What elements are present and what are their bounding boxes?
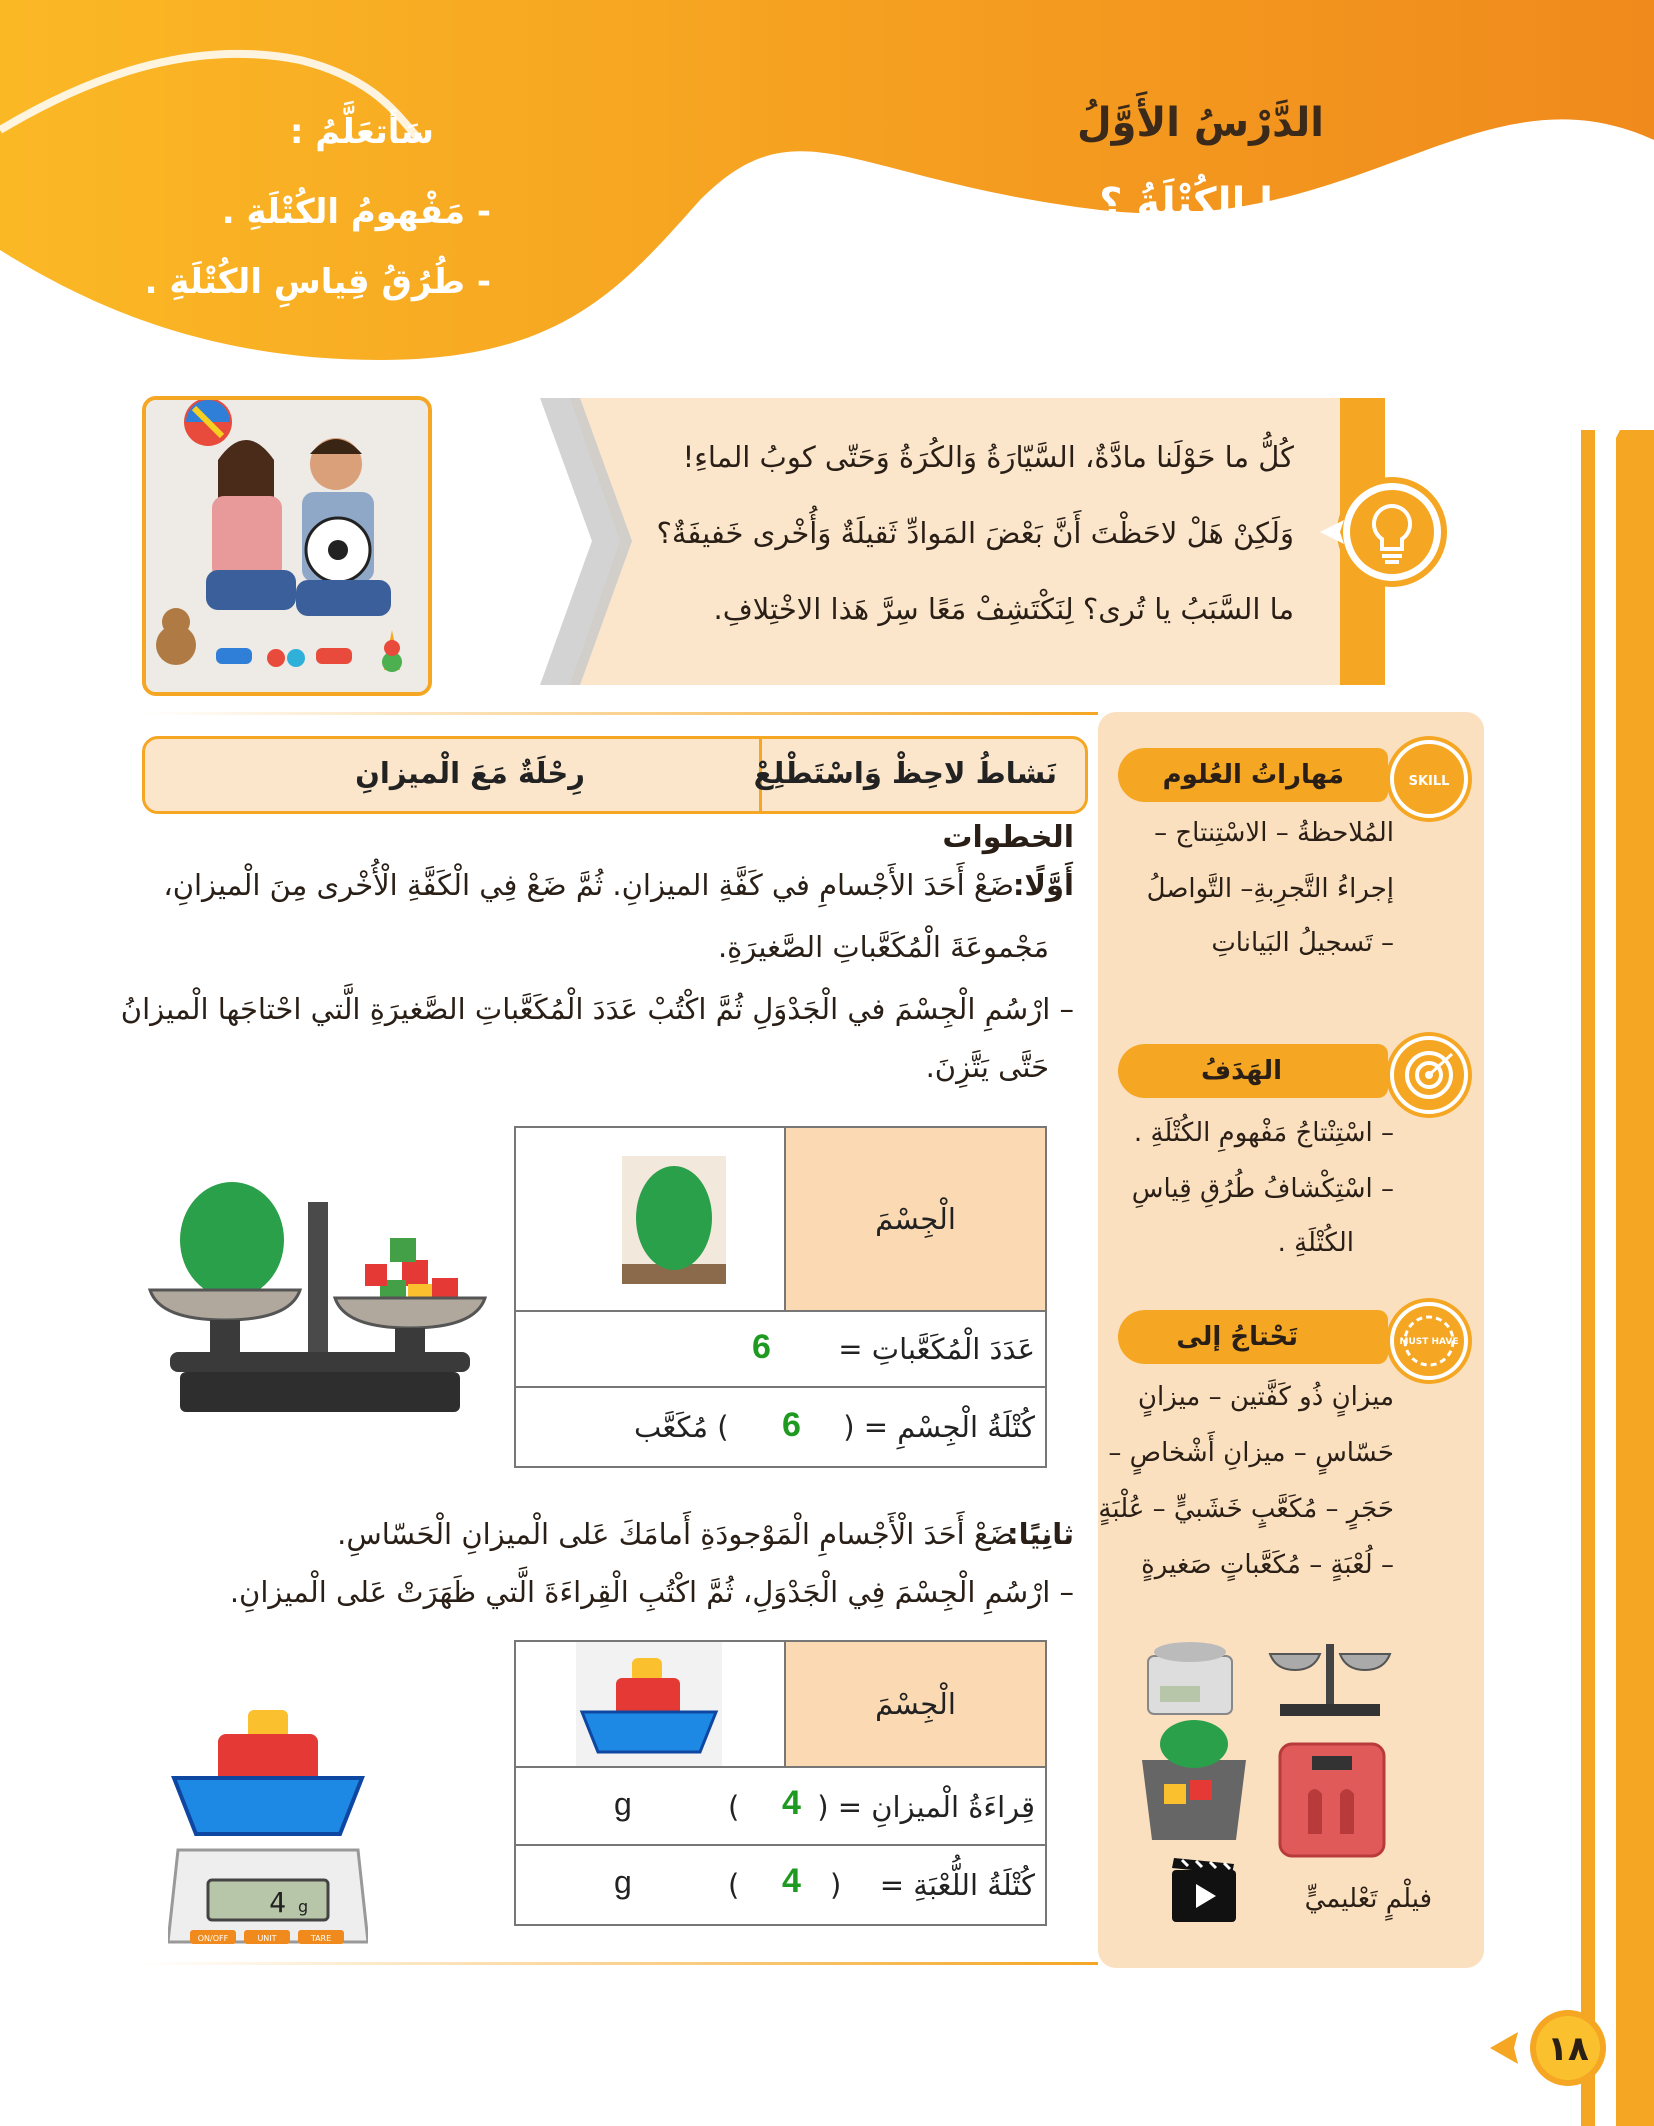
play-video-icon[interactable] [1170, 1856, 1238, 1924]
must-have-gear-icon [1390, 1302, 1468, 1380]
target-icon [1390, 1036, 1468, 1114]
mass-label: كُتْلَةُ الْجِسْمِ = ( [843, 1410, 1035, 1444]
step-second-text: ضَعْ أَحَدَ الْأَجْسامِ الْمَوْجودَةِ أَمامَكَ عَلى الْميزانِ الْحَسّاسِ. [337, 1517, 1014, 1551]
scale-button-label: ON/OFF [197, 1934, 229, 1943]
intro-line: وَلَكِنْ هَلْ لاحَظْتَ أَنَّ بَعْضَ المَوادِّ ثَقيلَةٌ وَأُخْرى خَفيفَةٌ؟ [656, 516, 1294, 550]
divider [142, 712, 1098, 715]
scale-display-unit: g [298, 1897, 309, 1916]
steps-heading: الخطوات [942, 820, 1074, 855]
needs-line: ميزانٍ ذُو كَفَّتين – ميزانٍ [1137, 1382, 1394, 1412]
needs-title: تَحْتاجُ إلى [1176, 1322, 1298, 1352]
toy-mass-row [515, 1845, 1046, 1925]
goal-line: – اسْتِكْشافُ طُرُقِ قِياسِ [1131, 1174, 1394, 1204]
equipment-images [1140, 1634, 1400, 1874]
goal-line: الكُتْلَةِ . [1277, 1228, 1354, 1258]
green-egg-image [622, 1156, 726, 1284]
skills-line: إجراءُ التَّجرِبةِ– التَّواصلُ [1146, 874, 1394, 904]
scale-button-label: UNIT [257, 1934, 277, 1943]
toy-mass-unit: g [614, 1864, 632, 1900]
needs-line: حَسّاسٍ – ميزانِ أَشْخاصٍ – [1108, 1438, 1394, 1468]
must-have-text: MUST HAVE [1399, 1337, 1459, 1347]
step-first-sub: – ارْسُمِ الْجِسْمَ في الْجَدْوَلِ ثُمَّ اكْتُبْ عَدَدَ الْمُكَعَّباتِ الصَّغيرَةِ الَّتي احْتاجَها الْميزانُ [120, 992, 1074, 1026]
learn-item: - مَفْهومُ الكُتْلَةِ . [221, 192, 491, 232]
step-first-sub: حَتَّى يَتَّزِنَ. [925, 1050, 1049, 1084]
scale-display-value: 4 [269, 1886, 286, 1919]
lightbulb-icon [1320, 470, 1450, 600]
lesson-title: ما الكُتْلَةُ ؟ [1099, 180, 1299, 226]
activity-type-label: نَشاطُ لاحِظْ وَاسْتَطْلِعْ [753, 756, 1057, 790]
step-first-label: أَوَّلًا: [1012, 868, 1074, 902]
page-number-badge [1490, 2008, 1608, 2088]
page-number: ١٨ [1547, 2029, 1589, 2069]
toy-boat-image [576, 1642, 722, 1766]
object-header-cell [785, 1127, 1046, 1311]
learn-item: - طُرُقُ قِياسِ الكُتْلَةِ . [144, 262, 491, 302]
data-table-2 [514, 1640, 1047, 1926]
reading-unit: g [614, 1786, 632, 1822]
reading-label: قِراءَةُ الْميزانِ = ( [817, 1790, 1035, 1824]
cubes-label: عَدَدَ الْمُكَعَّباتِ = [838, 1332, 1035, 1366]
goal-line: – اسْتِنْتاجُ مَفْهومِ الكُتْلَةِ . [1133, 1118, 1394, 1148]
cubes-row [515, 1311, 1046, 1387]
object-header-cell [785, 1641, 1046, 1767]
divider [142, 1962, 1098, 1965]
toy-mass-close-paren: ) [728, 1868, 740, 1902]
step-second-label: ثانِيًا: [1007, 1517, 1074, 1551]
mass-value[interactable]: 6 [782, 1406, 801, 1444]
needs-line: – لُعْبَةٍ – مُكَعَّباتٍ صَغيرةٍ [1141, 1550, 1394, 1580]
mass-unit: ) مُكَعَّب [634, 1410, 729, 1444]
skill-badge-icon [1390, 740, 1468, 818]
goal-title: الهَدَفُ [1200, 1056, 1282, 1086]
object-label: الْجِسْمَ [875, 1687, 956, 1721]
learn-heading: سَأتعَلَّمُ : [289, 112, 434, 152]
mass-row [515, 1387, 1046, 1467]
children-with-toys-photo [142, 396, 432, 696]
object-label: الْجِسْمَ [875, 1202, 956, 1236]
toy-drawing-cell[interactable] [515, 1641, 785, 1767]
step-first-text: مَجْموعَةَ الْمُكَعَّباتِ الصَّغيرَةِ. [717, 930, 1049, 964]
right-edge-strip [1580, 430, 1654, 2126]
intro-line: ما السَّبَبُ يا تُرى؟ لِنَكْتَشِفْ مَعًا سِرَّ هَذا الاخْتِلافِ. [713, 592, 1294, 626]
skill-badge-text: SKILL [1408, 774, 1450, 789]
balance-scale-image [140, 1180, 500, 1420]
activity-bar [142, 736, 1088, 814]
egg-drawing-cell[interactable] [515, 1127, 785, 1311]
digital-scale-image [168, 1690, 368, 1952]
step-second-sub: – ارْسُمِ الْجِسْمَ فِي الْجَدْوَلِ، ثُمَّ اكْتُبِ الْقِراءَةَ الَّتي ظَهَرَتْ عَلى الْميزانِ. [229, 1575, 1074, 1609]
intro-line: كُلُّ ما حَوْلَنا مادَّةٌ، السَّيّارَةُ وَالكُرَةُ وَحَتّى كوبُ الماءِ! [682, 440, 1294, 474]
toy-mass-value[interactable]: 4 [782, 1862, 801, 1900]
lesson-title-english: What is mass? [1131, 250, 1342, 283]
skills-line: المُلاحظةُ – الاسْتِنتاج – [1154, 818, 1394, 848]
reading-close-paren: ) [728, 1790, 740, 1824]
toy-mass-label: كُتْلَةُ اللُّعْبَةِ = [879, 1868, 1035, 1902]
cubes-value[interactable]: 6 [752, 1328, 771, 1366]
scale-button-label: TARE [310, 1934, 332, 1943]
skills-title: مَهاراتُ العُلوم [1162, 760, 1344, 790]
lesson-number: الدَّرْسُ الأَوَّلُ [1076, 100, 1324, 146]
skills-line: – تَسجيلُ البَياناتِ [1211, 928, 1394, 958]
needs-line: حَجَرٍ – مُكَعَّبٍ خَشَبيٍّ – عُلْبَةٍ [1098, 1494, 1394, 1524]
film-label: فيلْمٍ تَعْليميٍّ [1304, 1884, 1432, 1914]
reading-row [515, 1767, 1046, 1845]
step-first-text: ضَعْ أَحَدَ الأَجْسامِ في كَفَّةِ الميزانِ. ثُمَّ ضَعْ فِي الْكَفَّةِ الْأُخْرى مِنَ الْميزانِ، [163, 868, 1014, 902]
reading-value[interactable]: 4 [782, 1784, 801, 1822]
data-table-1 [514, 1126, 1047, 1468]
activity-title: رِحْلَةٌ مَعَ الْميزانِ [355, 756, 585, 790]
toy-mass-open-paren: ( [830, 1868, 842, 1902]
